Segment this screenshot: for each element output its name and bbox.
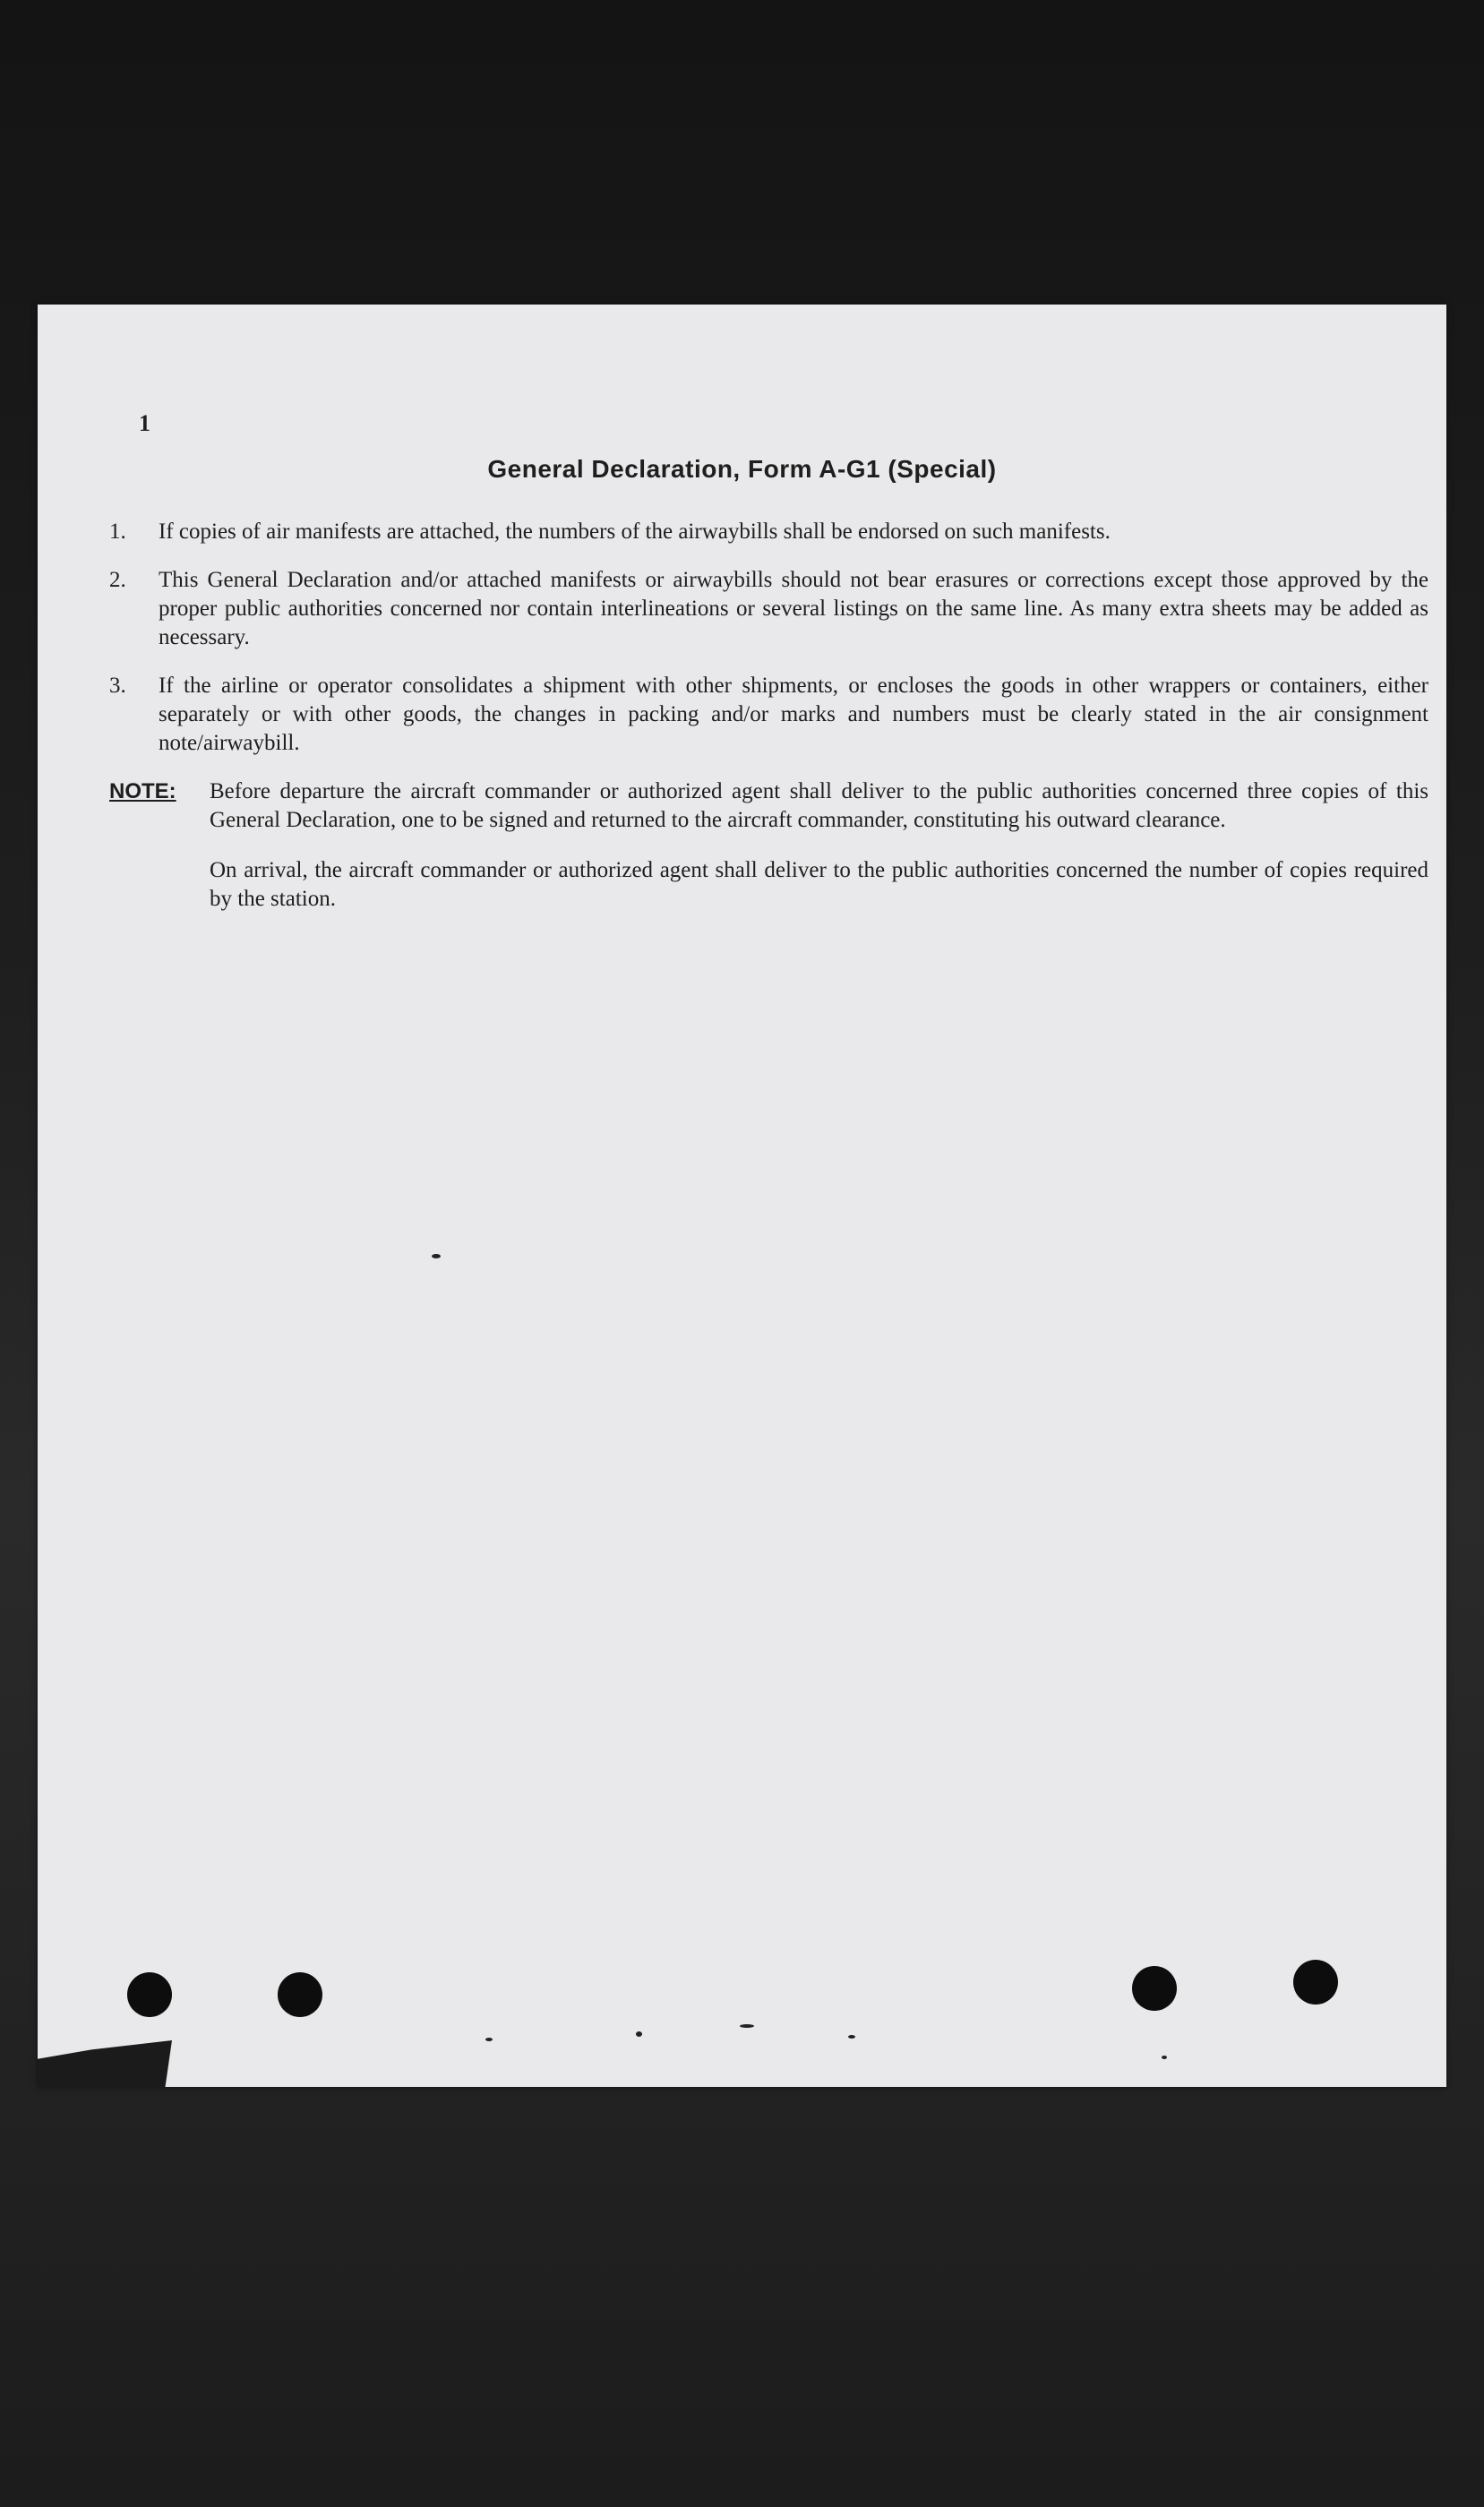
item-number: 1. bbox=[109, 519, 126, 544]
scan-speck bbox=[636, 2031, 642, 2037]
scan-speck bbox=[485, 2038, 493, 2041]
item-number: 3. bbox=[109, 674, 126, 698]
page-number: 1 bbox=[139, 410, 150, 436]
scan-speck bbox=[1162, 2056, 1167, 2059]
page-title: General Declaration, Form A-G1 (Special) bbox=[487, 455, 997, 483]
item-text: This General Declaration and/or attached manifests or airwaybills should not bear erasures or corrections except those approved by the proper public authorities concerned nor contain interlineations or several listings on the same line. As many extra sheets may be added as necessary. bbox=[159, 568, 1428, 649]
note-section bbox=[109, 777, 1428, 935]
instructions-list bbox=[109, 518, 1428, 935]
item-text: If the airline or operator consolidates a shipment with other shipments, or encloses the goods in other wrappers or containers, either separately or with other goods, the changes in packing and/or marks and numbers must be clearly stated in the air consignment note/airwaybill. bbox=[159, 674, 1428, 755]
list-item bbox=[109, 566, 1428, 652]
item-number: 2. bbox=[109, 568, 126, 592]
note-paragraph: Before departure the aircraft commander or authorized agent shall deliver to the public authorities concerned three copies of this General Declaration, one to be signed and returned to the aircraft commander, constituting his outward clearance. bbox=[210, 779, 1428, 832]
punch-hole-icon bbox=[1293, 1960, 1338, 2005]
punch-hole-icon bbox=[278, 1972, 322, 2017]
list-item bbox=[109, 672, 1428, 758]
note-paragraph: On arrival, the aircraft commander or authorized agent shall deliver to the public authorities concerned the number of copies required by the station. bbox=[210, 858, 1428, 911]
punch-hole-icon bbox=[1132, 1966, 1177, 2011]
note-body bbox=[210, 777, 1428, 935]
item-text: If copies of air manifests are attached, the numbers of the airwaybills shall be endorsed on such manifests. bbox=[159, 519, 1111, 544]
scan-speck bbox=[740, 2024, 754, 2028]
note-label: NOTE: bbox=[109, 779, 176, 803]
list-item bbox=[109, 518, 1428, 546]
scan-speck bbox=[848, 2035, 855, 2039]
scan-speck bbox=[432, 1254, 441, 1258]
document-page bbox=[38, 305, 1446, 2087]
punch-hole-icon bbox=[127, 1972, 172, 2017]
torn-corner bbox=[38, 2040, 172, 2087]
